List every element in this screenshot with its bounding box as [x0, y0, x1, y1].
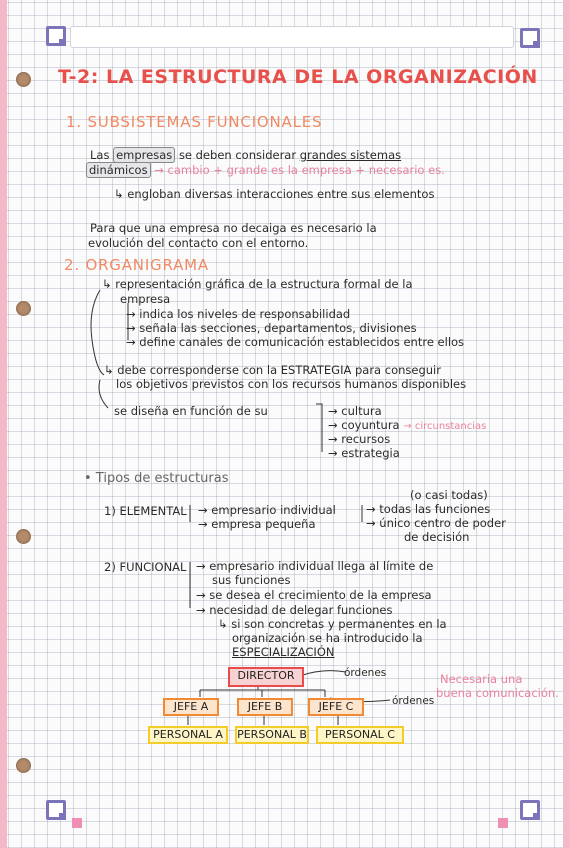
- personal-c-box: PERSONAL C: [316, 726, 404, 744]
- section-1-heading: 1. SUBSISTEMAS FUNCIONALES: [66, 113, 323, 131]
- list-item: ↳ si son concretas y permanentes en la: [218, 617, 447, 631]
- structure-label: 2) FUNCIONAL: [104, 560, 187, 574]
- text-line: → indica los niveles de responsabilidad: [126, 307, 351, 321]
- personal-a-box: PERSONAL A: [148, 726, 228, 744]
- jefe-b-box: JEFE B: [237, 698, 293, 716]
- text-line: ↳ debe corresponderse con la ESTRATEGIA para conseguir: [104, 363, 441, 377]
- text-line: evolución del contacto con el entorno.: [88, 236, 309, 250]
- text-span: → coyuntura: [328, 418, 400, 432]
- section-2-heading: 2. ORGANIGRAMA: [64, 256, 209, 274]
- text-line: ↳ engloban diversas interacciones entre sus elementos: [114, 187, 435, 201]
- communication-note: buena comunicación.: [436, 686, 559, 700]
- communication-note: Necesaria una: [440, 672, 523, 686]
- text-line: Para que una empresa no decaiga es necesario la: [90, 221, 377, 235]
- list-item: → empresario individual llega al límite de: [196, 559, 434, 573]
- list-item: organización se ha introducido la: [232, 631, 423, 645]
- list-item: de decisión: [404, 530, 470, 544]
- list-item: → empresa pequeña: [198, 517, 316, 531]
- jefe-c-box: JEFE C: [308, 698, 364, 716]
- list-item: → recursos: [328, 432, 391, 446]
- highlighted-word: empresas: [113, 147, 175, 163]
- text-line: → define canales de comunicación establecidos entre ellos: [126, 335, 465, 349]
- note-text: (o casi todas): [410, 488, 488, 502]
- tipos-heading: • Tipos de estructuras: [84, 471, 229, 486]
- text-line: empresa: [120, 292, 171, 306]
- pink-note: → circunstancias: [403, 421, 487, 432]
- jefe-a-box: JEFE A: [163, 698, 219, 716]
- keyword: ESPECIALIZACIÓN: [232, 645, 335, 659]
- ordenes-label: órdenes: [392, 695, 435, 707]
- list-item: → empresario individual: [198, 503, 336, 517]
- text-line: → señala las secciones, departamentos, divisiones: [126, 321, 417, 335]
- list-item: → necesidad de delegar funciones: [196, 603, 393, 617]
- list-item: → se desea el crecimiento de la empresa: [196, 588, 432, 602]
- text-line: se diseña en función de su: [114, 404, 268, 418]
- list-item: → cultura: [328, 404, 382, 418]
- text-span: se deben considerar: [178, 148, 297, 162]
- page-title: T-2: LA ESTRUCTURA DE LA ORGANIZACIÓN: [58, 66, 538, 88]
- structure-label: 1) ELEMENTAL: [104, 504, 187, 518]
- personal-b-box: PERSONAL B: [235, 726, 309, 744]
- list-item: → estrategia: [328, 446, 400, 460]
- list-item: sus funciones: [212, 573, 291, 587]
- text-line: ↳ representación gráfica de la estructura formal de la: [102, 277, 413, 291]
- text-span: Las: [90, 148, 110, 162]
- ordenes-label: órdenes: [344, 667, 387, 679]
- underlined-text: grandes sistemas: [299, 148, 402, 162]
- list-item: → todas las funciones: [366, 502, 491, 516]
- list-item: → único centro de poder: [366, 516, 506, 530]
- highlighted-word: dinámicos: [86, 162, 151, 178]
- text-line: los objetivos previstos con los recursos humanos disponibles: [116, 377, 467, 391]
- director-box: DIRECTOR: [228, 667, 304, 687]
- pink-note: → cambio + grande es la empresa + necesario es.: [154, 163, 445, 177]
